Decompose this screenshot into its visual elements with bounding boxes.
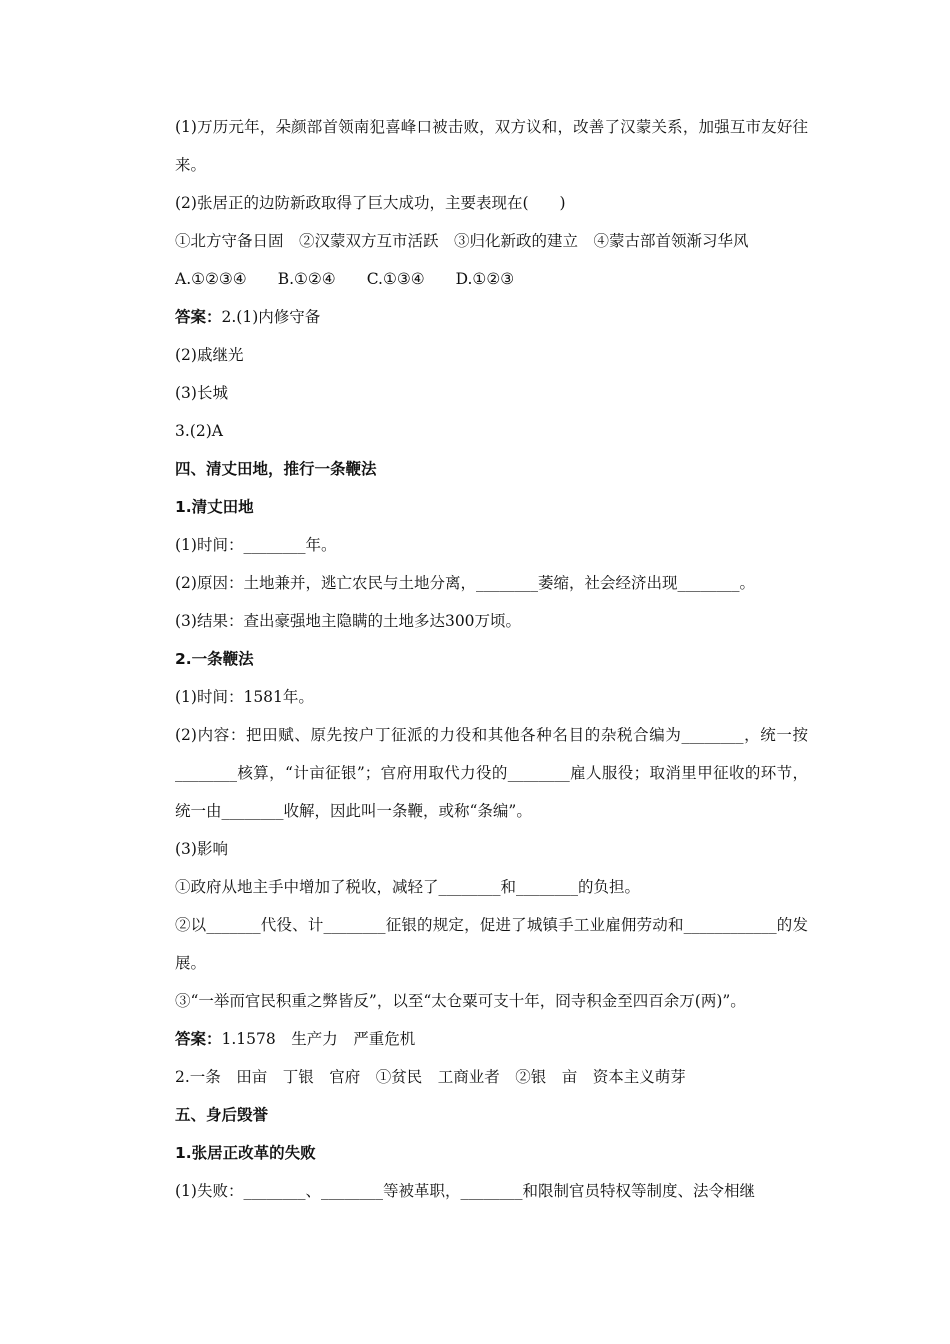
section-heading-5: 五、身后毁誉 <box>175 1106 269 1124</box>
impact-1: ①政府从地主手中增加了税收，减轻了________和________的负担。 <box>175 878 641 896</box>
answer-line-5 <box>144 1020 808 1058</box>
impact-3: ③“一举而官民积重之弊皆反”，以至“太仓粟可支十年，冏寺积金至四百余万(两)”。 <box>175 992 746 1010</box>
item-failure: (1)失败：________、________等被革职，________和限制官员特权等制度、法令相继 <box>175 1182 755 1200</box>
impact-2: ②以_______代役、计________征银的规定，促进了城镇手工业雇佣劳动和____________的发展。 <box>175 916 808 972</box>
question-line: (2)张居正的边防新政取得了巨大成功，主要表现在( ) <box>175 194 566 212</box>
item-content: (2)内容：把田赋、原先按户丁征派的力役和其他各种名目的杂税合编为________，统一按________核算，“计亩征银”；官府用取代力役的________雇人服役；取消里甲征收的环节，统一由________收解，因此叫一条鞭，或称“条编”。 <box>175 726 808 820</box>
item-reason: (2)原因：土地兼并，逃亡农民与土地分离，________萎缩，社会经济出现________。 <box>175 574 755 592</box>
paragraph-1: (1)万历元年，朵颜部首领南犯喜峰口被击败，双方议和，改善了汉蒙关系，加强互市友好往来。 <box>175 118 808 174</box>
item-time: (1)时间：________年。 <box>175 536 337 554</box>
section-heading-4: 四、清丈田地，推行一条鞭法 <box>175 460 377 478</box>
answer-label-2: 答案： <box>175 1030 222 1048</box>
answer-line-6: 2.一条 田亩 丁银 官府 ①贫民 工商业者 ②银 亩 资本主义萌芽 <box>175 1068 686 1086</box>
answer-text: 2.(1)内修守备 <box>221 308 321 326</box>
answer-line-1 <box>144 298 808 336</box>
answer-line-4: 3.(2)A <box>175 422 223 440</box>
question-options-items: ①北方守备日固 ②汉蒙双方互市活跃 ③归化新政的建立 ④蒙古部首领渐习华风 <box>175 232 749 250</box>
answer-text-2: 1.1578 生产力 严重危机 <box>221 1030 416 1048</box>
question-choices: A.①②③④ B.①②④ C.①③④ D.①②③ <box>175 270 515 288</box>
item-result: (3)结果：查出豪强地主隐瞒的土地多达300万顷。 <box>175 612 522 630</box>
subheading-1: 1.清丈田地 <box>175 498 254 516</box>
answer-line-2: (2)戚继光 <box>175 346 244 364</box>
answer-line-3: (3)长城 <box>175 384 228 402</box>
subheading-3: 1.张居正改革的失败 <box>175 1144 316 1162</box>
subheading-2: 2.一条鞭法 <box>175 650 254 668</box>
item-impact: (3)影响 <box>175 840 228 858</box>
document-page <box>144 108 808 1210</box>
answer-label: 答案： <box>175 308 222 326</box>
item-time-2: (1)时间：1581年。 <box>175 688 314 706</box>
